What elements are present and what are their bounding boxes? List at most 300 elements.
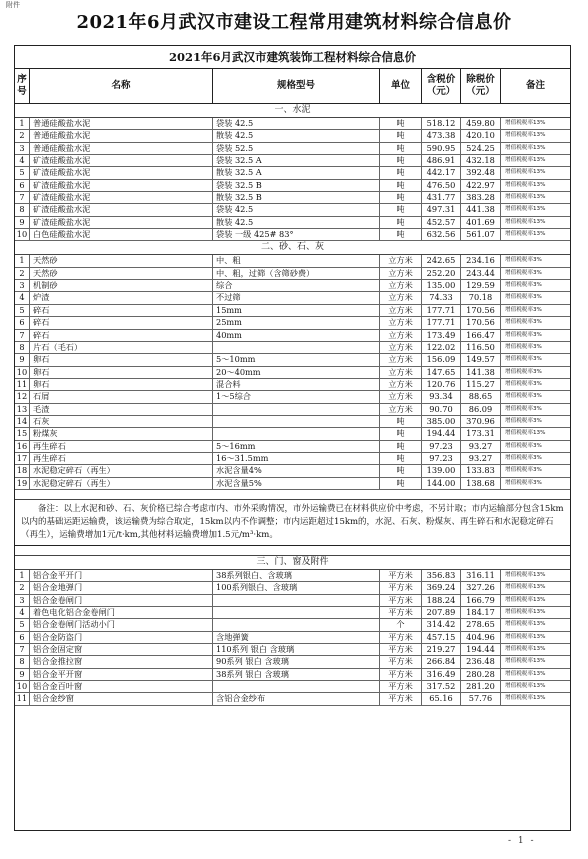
cell-spec xyxy=(213,404,380,415)
cell-no: 4 xyxy=(15,155,30,166)
cell-tax-incl: 442.17 xyxy=(422,167,461,178)
cell-tax-incl: 590.95 xyxy=(422,143,461,154)
cell-unit: 吨 xyxy=(380,167,422,178)
document-title: 2021年6月武汉市建设工程常用建筑材料综合信息价 xyxy=(76,12,512,33)
cell-name: 片石（毛石） xyxy=(30,342,213,353)
cell-tax-excl: 370.96 xyxy=(461,416,501,427)
cell-tax-excl: 383.28 xyxy=(461,192,501,203)
cell-name: 矿渣硅酸盐水泥 xyxy=(30,155,213,166)
cell-remark: 增值税税率3% xyxy=(505,417,542,424)
cell-tax-incl: 356.83 xyxy=(422,570,461,581)
cell-remark: 增值税税率3% xyxy=(505,356,542,363)
cell-tax-excl: 243.44 xyxy=(461,268,501,279)
table-row xyxy=(15,155,570,167)
cell-tax-excl: 420.10 xyxy=(461,130,501,141)
cell-no: 6 xyxy=(15,632,30,643)
cell-name: 矿渣硅酸盐水泥 xyxy=(30,204,213,215)
cell-name: 粉煤灰 xyxy=(30,428,213,439)
cell-tax-excl: 524.25 xyxy=(461,143,501,154)
cell-tax-excl: 404.96 xyxy=(461,632,501,643)
cell-spec: 散装 32.5 B xyxy=(213,192,380,203)
cell-remark: 增值税税率13% xyxy=(505,144,546,151)
table-note: 备注：以上水泥和砂、石、灰价格已综合考虑市内、市外采购情况，市外运输费已在材料供应价中考虑，不另计取；市内运输部分包含15km以内的基础运距运输费，该运输费为综合取定，15km以内不作调整；市内运距超过15km的，水泥、石灰、粉煤灰、再生碎石和水泥稳定碎石（再生），运输费增加1元/t·km,其他材料运输费增加1.5元/m³·km。 xyxy=(15,500,570,546)
cell-tax-excl: 93.27 xyxy=(461,441,501,452)
cell-tax-incl: 122.02 xyxy=(422,342,461,353)
cell-name: 碎石 xyxy=(30,305,213,316)
table-row xyxy=(15,255,570,267)
cell-spec xyxy=(213,428,380,439)
table-row xyxy=(15,391,570,403)
cell-spec: 不过筛 xyxy=(213,292,380,303)
table-row xyxy=(15,441,570,453)
cell-tax-excl: 392.48 xyxy=(461,167,501,178)
cell-tax-incl: 135.00 xyxy=(422,280,461,291)
cell-spec: 1～5综合 xyxy=(213,391,380,402)
cell-remark: 增值税税率13% xyxy=(505,181,546,188)
cell-tax-excl: 93.27 xyxy=(461,453,501,464)
cell-spec: 水泥含量4% xyxy=(213,465,380,476)
cell-name: 矿渣硅酸盐水泥 xyxy=(30,180,213,191)
cell-tax-incl: 431.77 xyxy=(422,192,461,203)
cell-name: 天然砂 xyxy=(30,255,213,266)
cell-tax-excl: 184.17 xyxy=(461,607,501,618)
cell-name: 再生碎石 xyxy=(30,453,213,464)
cell-tax-incl: 207.89 xyxy=(422,607,461,618)
cell-spec: 水泥含量5% xyxy=(213,478,380,489)
cell-no: 14 xyxy=(15,416,30,427)
cell-tax-incl: 457.15 xyxy=(422,632,461,643)
table-row xyxy=(15,582,570,594)
table-row xyxy=(15,204,570,216)
cell-unit: 吨 xyxy=(380,130,422,141)
cell-remark: 增值税税率13% xyxy=(505,206,546,213)
cell-unit: 立方米 xyxy=(380,330,422,341)
cell-tax-excl: 116.50 xyxy=(461,342,501,353)
table-row xyxy=(15,453,570,465)
cell-remark: 增值税税率13% xyxy=(505,120,546,126)
table-row xyxy=(15,342,570,354)
cell-spec: 5～10mm xyxy=(213,354,380,365)
cell-unit: 吨 xyxy=(380,204,422,215)
cell-remark: 增值税税率3% xyxy=(505,269,542,276)
cell-unit: 吨 xyxy=(380,180,422,191)
cell-tax-incl: 177.71 xyxy=(422,305,461,316)
cell-tax-incl: 473.38 xyxy=(422,130,461,141)
cell-remark: 增值税税率13% xyxy=(505,633,546,640)
cell-no: 8 xyxy=(15,342,30,353)
cell-unit: 平方米 xyxy=(380,693,422,704)
section-title: 二、砂、石、灰 xyxy=(15,241,570,255)
cell-no: 2 xyxy=(15,268,30,279)
header-name: 名称 xyxy=(30,69,213,103)
table-row xyxy=(15,693,570,705)
cell-tax-incl: 65.16 xyxy=(422,693,461,704)
cell-no: 1 xyxy=(15,570,30,581)
cell-name: 卵石 xyxy=(30,367,213,378)
cell-unit: 立方米 xyxy=(380,367,422,378)
cell-no: 2 xyxy=(15,582,30,593)
cell-tax-incl: 194.44 xyxy=(422,428,461,439)
table-row xyxy=(15,280,570,292)
table-row xyxy=(15,330,570,342)
header-tax-incl: 含税价（元） xyxy=(422,69,461,103)
cell-tax-incl: 497.31 xyxy=(422,204,461,215)
section-doors-windows xyxy=(15,556,570,706)
cell-remark: 增值税税率13% xyxy=(505,218,546,225)
cell-no: 4 xyxy=(15,607,30,618)
cell-remark: 增值税税率13% xyxy=(505,194,546,201)
table-row xyxy=(15,681,570,693)
cell-remark: 增值税税率13% xyxy=(505,609,546,615)
cell-no: 17 xyxy=(15,453,30,464)
section-cement xyxy=(15,104,570,241)
cell-remark: 增值税税率3% xyxy=(505,343,542,350)
cell-tax-excl: 129.59 xyxy=(461,280,501,291)
cell-name: 石灰 xyxy=(30,416,213,427)
spacer xyxy=(15,490,570,500)
table-header xyxy=(15,69,570,104)
cell-spec: 100系列银白、含玻璃 xyxy=(213,582,380,593)
cell-tax-excl: 422.97 xyxy=(461,180,501,191)
cell-tax-incl: 188.24 xyxy=(422,595,461,606)
cell-unit: 吨 xyxy=(380,229,422,240)
cell-no: 3 xyxy=(15,280,30,291)
cell-remark: 增值税税率3% xyxy=(505,282,542,289)
cell-remark: 增值税税率13% xyxy=(505,157,546,164)
cell-unit: 立方米 xyxy=(380,342,422,353)
cell-unit: 立方米 xyxy=(380,379,422,390)
table-row xyxy=(15,268,570,280)
table-row xyxy=(15,416,570,428)
cell-tax-excl: 166.47 xyxy=(461,330,501,341)
table-row xyxy=(15,354,570,366)
cell-spec xyxy=(213,342,380,353)
cell-no: 18 xyxy=(15,465,30,476)
cell-remark: 增值税税率3% xyxy=(505,479,542,486)
cell-no: 15 xyxy=(15,428,30,439)
table-row xyxy=(15,143,570,155)
cell-tax-excl: 459.80 xyxy=(461,118,501,129)
cell-tax-incl: 120.76 xyxy=(422,379,461,390)
cell-name: 再生碎石 xyxy=(30,441,213,452)
cell-unit: 立方米 xyxy=(380,268,422,279)
cell-spec: 含地弹簧 xyxy=(213,632,380,643)
cell-unit: 吨 xyxy=(380,155,422,166)
table-row xyxy=(15,167,570,179)
table-row xyxy=(15,379,570,391)
cell-tax-excl: 236.48 xyxy=(461,656,501,667)
cell-name: 矿渣硅酸盐水泥 xyxy=(30,167,213,178)
cell-spec: 散装 32.5 A xyxy=(213,167,380,178)
cell-unit: 立方米 xyxy=(380,305,422,316)
cell-tax-excl: 141.38 xyxy=(461,367,501,378)
cell-tax-incl: 242.65 xyxy=(422,255,461,266)
cell-spec: 袋装 32.5 B xyxy=(213,180,380,191)
cell-remark: 增值税税率13% xyxy=(505,621,546,628)
cell-no: 5 xyxy=(15,305,30,316)
cell-tax-incl: 316.49 xyxy=(422,669,461,680)
cell-name: 石屑 xyxy=(30,391,213,402)
cell-name: 卵石 xyxy=(30,379,213,390)
cell-unit: 平方米 xyxy=(380,632,422,643)
cell-unit: 平方米 xyxy=(380,607,422,618)
cell-unit: 立方米 xyxy=(380,255,422,266)
cell-tax-incl: 486.91 xyxy=(422,155,461,166)
cell-unit: 平方米 xyxy=(380,570,422,581)
cell-tax-excl: 166.79 xyxy=(461,595,501,606)
cell-unit: 立方米 xyxy=(380,354,422,365)
table-row xyxy=(15,229,570,241)
cell-name: 普通硅酸盐水泥 xyxy=(30,118,213,129)
header-tax-excl: 除税价（元） xyxy=(461,69,501,103)
cell-unit: 平方米 xyxy=(380,669,422,680)
cell-remark: 增值税税率3% xyxy=(505,405,542,412)
cell-spec: 中、粗，过筛（含筛砂费） xyxy=(213,268,380,279)
cell-spec: 90系列 银白 含玻璃 xyxy=(213,656,380,667)
cell-spec xyxy=(213,681,380,692)
cell-no: 6 xyxy=(15,180,30,191)
cell-unit: 吨 xyxy=(380,143,422,154)
cell-tax-excl: 327.26 xyxy=(461,582,501,593)
cell-no: 6 xyxy=(15,317,30,328)
cell-tax-incl: 314.42 xyxy=(422,619,461,630)
cell-tax-incl: 385.00 xyxy=(422,416,461,427)
table-row xyxy=(15,428,570,440)
page-number: - 1 - xyxy=(508,836,536,846)
cell-tax-incl: 97.23 xyxy=(422,441,461,452)
table-row xyxy=(15,656,570,668)
cell-tax-incl: 252.20 xyxy=(422,268,461,279)
cell-tax-excl: 57.76 xyxy=(461,693,501,704)
cell-tax-incl: 144.00 xyxy=(422,478,461,489)
cell-unit: 吨 xyxy=(380,192,422,203)
cell-no: 12 xyxy=(15,391,30,402)
cell-name: 普通硅酸盐水泥 xyxy=(30,130,213,141)
cell-spec xyxy=(213,595,380,606)
cell-unit: 个 xyxy=(380,619,422,630)
table-row xyxy=(15,317,570,329)
table-row xyxy=(15,644,570,656)
cell-remark: 增值税税率13% xyxy=(505,646,546,653)
cell-no: 1 xyxy=(15,255,30,266)
cell-tax-excl: 280.28 xyxy=(461,669,501,680)
table-row xyxy=(15,404,570,416)
cell-tax-incl: 156.09 xyxy=(422,354,461,365)
cell-no: 2 xyxy=(15,130,30,141)
section-title: 三、门、窗及附件 xyxy=(15,556,570,570)
cell-no: 9 xyxy=(15,354,30,365)
cell-name: 碎石 xyxy=(30,317,213,328)
cell-tax-incl: 518.12 xyxy=(422,118,461,129)
header-unit: 单位 xyxy=(380,69,422,103)
cell-remark: 增值税税率13% xyxy=(505,670,546,677)
cell-unit: 吨 xyxy=(380,118,422,129)
cell-tax-excl: 86.09 xyxy=(461,404,501,415)
price-table xyxy=(14,45,571,831)
cell-name: 铝合金地弹门 xyxy=(30,582,213,593)
cell-spec: 25mm xyxy=(213,317,380,328)
cell-remark: 增值税税率3% xyxy=(505,331,542,338)
cell-unit: 平方米 xyxy=(380,595,422,606)
cell-no: 11 xyxy=(15,379,30,390)
cell-tax-excl: 70.18 xyxy=(461,292,501,303)
cell-no: 7 xyxy=(15,192,30,203)
header-no: 序号 xyxy=(15,69,30,103)
cell-spec: 20～40mm xyxy=(213,367,380,378)
cell-no: 3 xyxy=(15,143,30,154)
cell-remark: 增值税税率13% xyxy=(505,169,546,176)
cell-tax-excl: 194.44 xyxy=(461,644,501,655)
cell-no: 9 xyxy=(15,217,30,228)
table-row xyxy=(15,619,570,631)
cell-name: 卵石 xyxy=(30,354,213,365)
table-row xyxy=(15,632,570,644)
cell-tax-excl: 432.18 xyxy=(461,155,501,166)
table-row xyxy=(15,292,570,304)
cell-tax-incl: 317.52 xyxy=(422,681,461,692)
cell-tax-excl: 88.65 xyxy=(461,391,501,402)
cell-unit: 平方米 xyxy=(380,582,422,593)
cell-unit: 吨 xyxy=(380,478,422,489)
cell-no: 16 xyxy=(15,441,30,452)
cell-tax-incl: 90.70 xyxy=(422,404,461,415)
header-remark: 备注 xyxy=(525,80,545,91)
cell-no: 7 xyxy=(15,330,30,341)
cell-tax-incl: 452.57 xyxy=(422,217,461,228)
cell-tax-excl: 441.38 xyxy=(461,204,501,215)
cell-remark: 增值税税率3% xyxy=(505,319,542,326)
cell-no: 9 xyxy=(15,669,30,680)
cell-spec: 38系列银白、含玻璃 xyxy=(213,570,380,581)
cell-remark: 增值税税率13% xyxy=(505,231,546,238)
cell-no: 1 xyxy=(15,118,30,129)
cell-spec: 散装 42.5 xyxy=(213,130,380,141)
cell-tax-incl: 632.56 xyxy=(422,229,461,240)
cell-no: 10 xyxy=(15,229,30,240)
cell-tax-excl: 234.16 xyxy=(461,255,501,266)
cell-spec: 中、粗 xyxy=(213,255,380,266)
cell-remark: 增值税税率3% xyxy=(505,467,542,474)
section-sand-stone-lime xyxy=(15,241,570,490)
cell-name: 水泥稳定碎石（再生） xyxy=(30,465,213,476)
table-row xyxy=(15,130,570,142)
cell-tax-excl: 316.11 xyxy=(461,570,501,581)
cell-spec xyxy=(213,416,380,427)
table-row xyxy=(15,595,570,607)
cell-no: 13 xyxy=(15,404,30,415)
table-row xyxy=(15,217,570,229)
table-row xyxy=(15,367,570,379)
cell-spec xyxy=(213,619,380,630)
cell-tax-incl: 97.23 xyxy=(422,453,461,464)
cell-unit: 吨 xyxy=(380,441,422,452)
cell-spec: 110系列 银白 含玻璃 xyxy=(213,644,380,655)
cell-unit: 平方米 xyxy=(380,644,422,655)
cell-name: 普通硅酸盐水泥 xyxy=(30,143,213,154)
cell-tax-excl: 401.69 xyxy=(461,217,501,228)
cell-name: 铝合金纱窗 xyxy=(30,693,213,704)
cell-unit: 立方米 xyxy=(380,292,422,303)
cell-tax-incl: 369.24 xyxy=(422,582,461,593)
table-title: 2021年6月武汉市建筑装饰工程材料综合信息价 xyxy=(15,46,570,69)
cell-tax-excl: 138.68 xyxy=(461,478,501,489)
cell-name: 铝合金卷闸门 xyxy=(30,595,213,606)
cell-name: 铝合金百叶窗 xyxy=(30,681,213,692)
cell-tax-incl: 177.71 xyxy=(422,317,461,328)
cell-no: 8 xyxy=(15,656,30,667)
cell-tax-incl: 147.65 xyxy=(422,367,461,378)
cell-remark: 增值税税率13% xyxy=(505,695,546,702)
cell-spec: 散装 42.5 xyxy=(213,217,380,228)
cell-unit: 立方米 xyxy=(380,280,422,291)
cell-no: 8 xyxy=(15,204,30,215)
cell-spec: 袋装 一级 425# 83° xyxy=(213,229,380,240)
cell-unit: 立方米 xyxy=(380,404,422,415)
cell-tax-incl: 476.50 xyxy=(422,180,461,191)
spacer xyxy=(15,546,570,556)
section-title: 一、水泥 xyxy=(15,104,570,118)
cell-name: 矿渣硅酸盐水泥 xyxy=(30,192,213,203)
cell-unit: 吨 xyxy=(380,428,422,439)
cell-unit: 平方米 xyxy=(380,681,422,692)
cell-tax-excl: 149.57 xyxy=(461,354,501,365)
cell-tax-incl: 173.49 xyxy=(422,330,461,341)
cell-spec xyxy=(213,607,380,618)
cell-remark: 增值税税率3% xyxy=(505,294,542,301)
cell-name: 着色电化铝合金卷闸门 xyxy=(30,607,213,618)
cell-remark: 增值税税率13% xyxy=(505,132,546,139)
cell-name: 天然砂 xyxy=(30,268,213,279)
cell-no: 5 xyxy=(15,619,30,630)
cell-remark: 增值税税率3% xyxy=(505,393,542,400)
cell-remark: 增值税税率3% xyxy=(505,380,542,387)
cell-no: 10 xyxy=(15,367,30,378)
cell-name: 铝合金卷闸门活动小门 xyxy=(30,619,213,630)
cell-remark: 增值税税率3% xyxy=(505,442,542,449)
table-row xyxy=(15,180,570,192)
cell-spec: 16～31.5mm xyxy=(213,453,380,464)
cell-no: 3 xyxy=(15,595,30,606)
cell-name: 铝合金防盗门 xyxy=(30,632,213,643)
cell-remark: 增值税税率13% xyxy=(505,584,546,591)
cell-tax-excl: 170.56 xyxy=(461,305,501,316)
cell-no: 19 xyxy=(15,478,30,489)
cell-spec: 含铝合金纱布 xyxy=(213,693,380,704)
cell-unit: 吨 xyxy=(380,453,422,464)
cell-name: 铝合金平开窗 xyxy=(30,669,213,680)
cell-unit: 吨 xyxy=(380,217,422,228)
table-row xyxy=(15,669,570,681)
cell-name: 碎石 xyxy=(30,330,213,341)
cell-remark: 增值税税率3% xyxy=(505,368,542,375)
table-row xyxy=(15,478,570,490)
cell-no: 11 xyxy=(15,693,30,704)
cell-spec: 40mm xyxy=(213,330,380,341)
cell-remark: 增值税税率13% xyxy=(505,596,546,603)
cell-tax-excl: 133.83 xyxy=(461,465,501,476)
cell-spec: 15mm xyxy=(213,305,380,316)
cell-remark: 增值税税率13% xyxy=(505,683,546,690)
table-row xyxy=(15,305,570,317)
cell-tax-incl: 74.33 xyxy=(422,292,461,303)
cell-spec: 混合料 xyxy=(213,379,380,390)
cell-unit: 平方米 xyxy=(380,656,422,667)
cell-spec: 袋装 42.5 xyxy=(213,204,380,215)
cell-no: 10 xyxy=(15,681,30,692)
cell-remark: 增值税税率3% xyxy=(505,257,542,264)
cell-tax-excl: 278.65 xyxy=(461,619,501,630)
attachment-label: 附件 xyxy=(6,1,20,9)
